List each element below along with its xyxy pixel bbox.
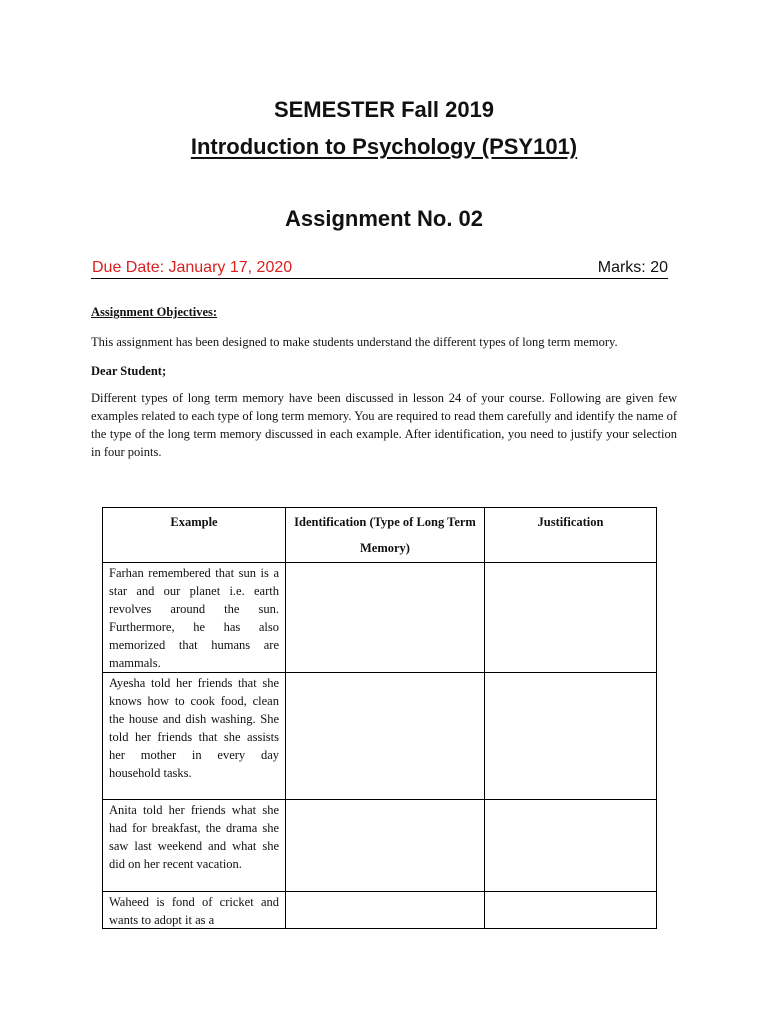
column-header-justification: Justification — [485, 508, 657, 563]
table-row — [103, 673, 657, 800]
example-text: Waheed is fond of cricket and wants to adopt it as a — [109, 895, 279, 927]
objectives-text: This assignment has been designed to make students understand the different types of long term memory. — [91, 335, 618, 349]
salutation: Dear Student; — [91, 364, 167, 378]
justification-cell[interactable] — [485, 673, 657, 800]
identification-cell[interactable] — [286, 800, 485, 892]
assignment-title: Assignment No. 02 — [284, 206, 484, 231]
justification-cell[interactable] — [485, 563, 657, 673]
marks: Marks: 20 — [597, 259, 668, 276]
table-row — [103, 892, 657, 929]
column-header-example: Example — [103, 508, 286, 563]
table-row — [103, 800, 657, 892]
justification-cell[interactable] — [485, 892, 657, 929]
justification-cell[interactable] — [485, 800, 657, 892]
example-cell — [103, 892, 286, 929]
example-cell: Ayesha told her friends that she knows how to cook food, clean the house and dish washing. She told her friends that she assists her mother in every day household tasks. — [103, 673, 286, 800]
due-date-row — [91, 258, 668, 279]
identification-cell[interactable] — [286, 673, 485, 800]
table-header-row — [103, 508, 657, 563]
column-header-identification: Identification (Type of Long Term Memory) — [286, 508, 485, 563]
example-cell: Anita told her friends what she had for breakfast, the drama she saw last weekend and what she did on her recent vacation. — [103, 800, 286, 892]
memory-examples-table — [102, 507, 657, 929]
due-date: Due Date: January 17, 2020 — [92, 259, 293, 276]
course-title: Introduction to Psychology (PSY101) — [190, 134, 578, 159]
table-row — [103, 563, 657, 673]
identification-cell[interactable] — [286, 563, 485, 673]
objectives-heading: Assignment Objectives: — [91, 305, 218, 319]
semester-heading: SEMESTER Fall 2019 — [273, 97, 495, 122]
instructions-text: Different types of long term memory have been discussed in lesson 24 of your course. Following are given few examples related to each type of long term memory. You are required to read them carefully and identify the name of the type of the long term memory discussed in each example. After identification, you need to justify your selection in four points. — [91, 391, 677, 459]
identification-cell[interactable] — [286, 892, 485, 929]
example-cell: Farhan remembered that sun is a star and our planet i.e. earth revolves around the sun. Furthermore, he has also memorized that humans are mammals. — [103, 563, 286, 673]
